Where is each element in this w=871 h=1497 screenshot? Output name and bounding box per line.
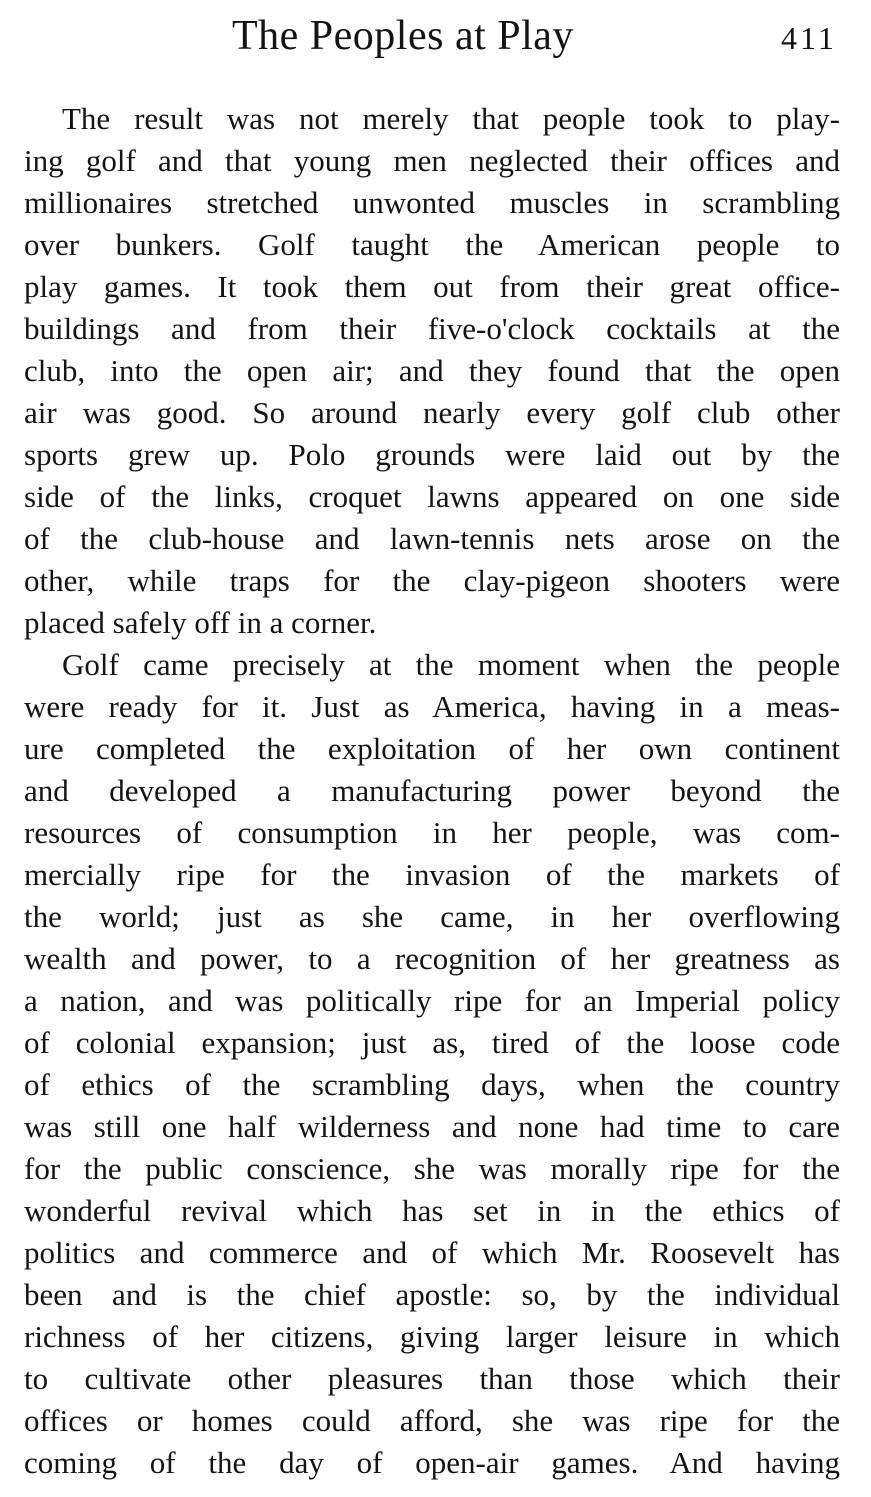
text-line: ing golf and that young men neglected their offices and	[24, 143, 840, 178]
text-line: buildings and from their five-o'clock cocktails at the	[24, 311, 840, 346]
text-line: over bunkers. Golf taught the American people to	[24, 227, 840, 262]
text-line: air was good. So around nearly every golf club other	[24, 395, 840, 430]
text-line: resources of consumption in her people, was com-	[24, 815, 840, 850]
text-line: sports grew up. Polo grounds were laid out by the	[24, 437, 840, 472]
text-line: play games. It took them out from their great office-	[24, 269, 840, 304]
running-head	[0, 8, 871, 68]
paragraph-2	[24, 644, 840, 1484]
page-number: 411	[781, 20, 837, 56]
text-line: been and is the chief apostle: so, by the individual	[24, 1277, 840, 1312]
running-title: The Peoples at Play	[232, 13, 574, 59]
text-line: millionaires stretched unwonted muscles in scrambling	[24, 185, 840, 220]
text-line: the world; just as she came, in her overflowing	[24, 899, 840, 934]
body-text	[24, 98, 840, 1484]
text-line: coming of the day of open-air games. And having	[24, 1445, 840, 1480]
text-line: The result was not merely that people took to play-	[62, 101, 840, 136]
text-line: and developed a manufacturing power beyond the	[24, 773, 840, 808]
text-line: to cultivate other pleasures than those which their	[24, 1361, 840, 1396]
text-line: wealth and power, to a recognition of her greatness as	[24, 941, 840, 976]
text-line: of the club-house and lawn-tennis nets arose on the	[24, 521, 840, 556]
text-line: a nation, and was politically ripe for an Imperial policy	[24, 983, 840, 1018]
text-line: of ethics of the scrambling days, when the country	[24, 1067, 840, 1102]
paragraph-1	[24, 98, 840, 644]
text-line: placed safely off in a corner.	[24, 605, 377, 640]
text-line: ure completed the exploitation of her own continent	[24, 731, 840, 766]
text-line: for the public conscience, she was morally ripe for the	[24, 1151, 840, 1186]
text-line: of colonial expansion; just as, tired of the loose code	[24, 1025, 840, 1060]
text-line: Golf came precisely at the moment when the people	[62, 647, 840, 682]
text-line: was still one half wilderness and none had time to care	[24, 1109, 840, 1144]
text-line: politics and commerce and of which Mr. Roosevelt has	[24, 1235, 840, 1270]
text-line: side of the links, croquet lawns appeared on one side	[24, 479, 840, 514]
text-line: richness of her citizens, giving larger leisure in which	[24, 1319, 840, 1354]
text-line: wonderful revival which has set in in the ethics of	[24, 1193, 840, 1228]
text-line: mercially ripe for the invasion of the markets of	[24, 857, 840, 892]
text-line: club, into the open air; and they found that the open	[24, 353, 840, 388]
text-line: other, while traps for the clay-pigeon shooters were	[24, 563, 840, 598]
text-line: offices or homes could afford, she was ripe for the	[24, 1403, 840, 1438]
text-line: were ready for it. Just as America, having in a meas-	[24, 689, 840, 724]
